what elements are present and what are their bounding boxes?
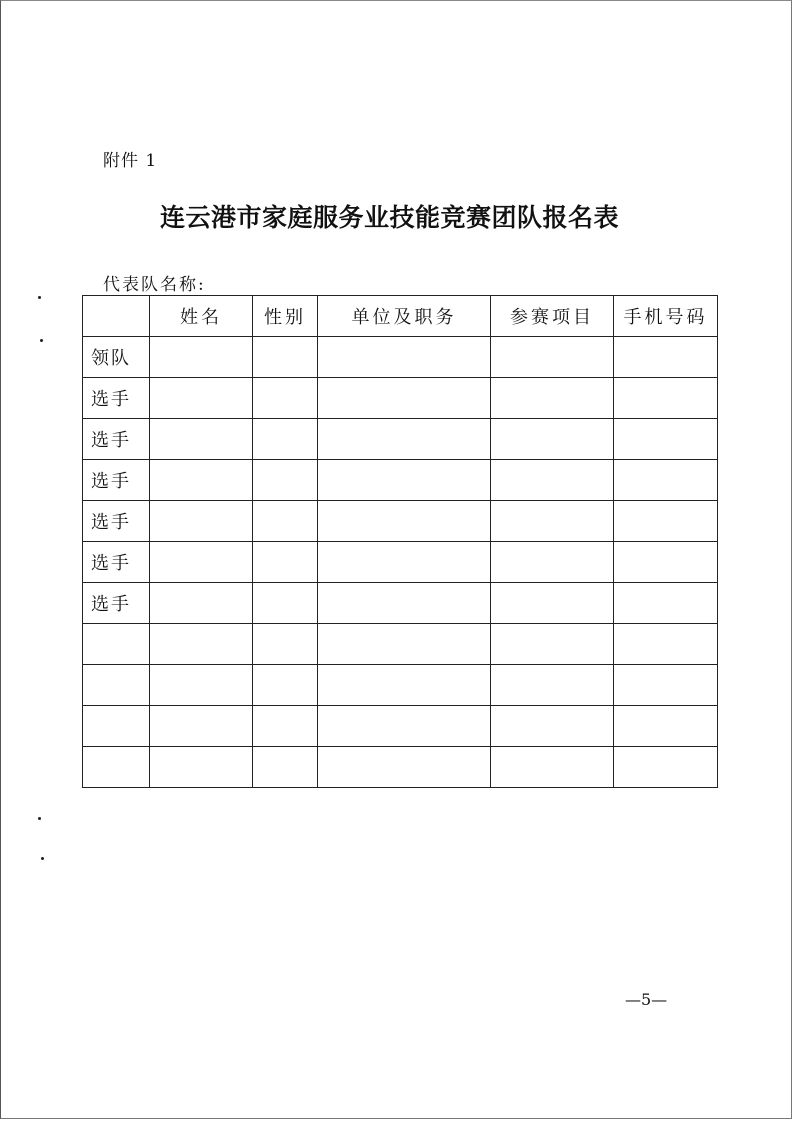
unit-position-cell[interactable] bbox=[318, 460, 491, 501]
unit-position-cell[interactable] bbox=[318, 337, 491, 378]
gender-cell[interactable] bbox=[253, 542, 318, 583]
gender-cell[interactable] bbox=[253, 460, 318, 501]
table-row bbox=[83, 624, 718, 665]
name-cell[interactable] bbox=[150, 706, 253, 747]
role-cell: 选手 bbox=[83, 378, 150, 419]
role-cell: 领队 bbox=[83, 337, 150, 378]
phone-cell[interactable] bbox=[614, 665, 718, 706]
table-row bbox=[83, 460, 718, 501]
table-row bbox=[83, 501, 718, 542]
name-cell[interactable] bbox=[150, 378, 253, 419]
event-cell[interactable] bbox=[491, 337, 614, 378]
team-name-label: 代表队名称: bbox=[103, 275, 206, 295]
header-phone: 手机号码 bbox=[614, 296, 718, 337]
margin-mark bbox=[38, 296, 41, 299]
role-cell bbox=[83, 624, 150, 665]
name-cell[interactable] bbox=[150, 583, 253, 624]
name-cell[interactable] bbox=[150, 460, 253, 501]
table-row bbox=[83, 542, 718, 583]
role-cell: 选手 bbox=[83, 583, 150, 624]
registration-table bbox=[82, 295, 718, 788]
gender-cell[interactable] bbox=[253, 706, 318, 747]
unit-position-cell[interactable] bbox=[318, 706, 491, 747]
phone-cell[interactable] bbox=[614, 501, 718, 542]
phone-cell[interactable] bbox=[614, 460, 718, 501]
name-cell[interactable] bbox=[150, 501, 253, 542]
table-header-row bbox=[83, 296, 718, 337]
page-number: —5— bbox=[625, 990, 668, 1009]
event-cell[interactable] bbox=[491, 747, 614, 788]
gender-cell[interactable] bbox=[253, 419, 318, 460]
table-row bbox=[83, 665, 718, 706]
event-cell[interactable] bbox=[491, 460, 614, 501]
role-cell bbox=[83, 747, 150, 788]
unit-position-cell[interactable] bbox=[318, 665, 491, 706]
margin-mark bbox=[41, 857, 44, 860]
event-cell[interactable] bbox=[491, 665, 614, 706]
unit-position-cell[interactable] bbox=[318, 501, 491, 542]
role-cell: 选手 bbox=[83, 501, 150, 542]
gender-cell[interactable] bbox=[253, 337, 318, 378]
unit-position-cell[interactable] bbox=[318, 542, 491, 583]
form-title: 连云港市家庭服务业技能竞赛团队报名表 bbox=[160, 203, 620, 232]
name-cell[interactable] bbox=[150, 665, 253, 706]
margin-mark bbox=[38, 817, 41, 820]
event-cell[interactable] bbox=[491, 583, 614, 624]
event-cell[interactable] bbox=[491, 419, 614, 460]
gender-cell[interactable] bbox=[253, 378, 318, 419]
name-cell[interactable] bbox=[150, 747, 253, 788]
gender-cell[interactable] bbox=[253, 665, 318, 706]
role-cell bbox=[83, 706, 150, 747]
header-role bbox=[83, 296, 150, 337]
name-cell[interactable] bbox=[150, 337, 253, 378]
gender-cell[interactable] bbox=[253, 747, 318, 788]
table-row bbox=[83, 747, 718, 788]
phone-cell[interactable] bbox=[614, 378, 718, 419]
margin-mark bbox=[40, 339, 43, 342]
event-cell[interactable] bbox=[491, 542, 614, 583]
event-cell[interactable] bbox=[491, 501, 614, 542]
role-cell: 选手 bbox=[83, 542, 150, 583]
table-row bbox=[83, 706, 718, 747]
role-cell: 选手 bbox=[83, 460, 150, 501]
role-cell bbox=[83, 665, 150, 706]
unit-position-cell[interactable] bbox=[318, 419, 491, 460]
event-cell[interactable] bbox=[491, 706, 614, 747]
header-unit-position: 单位及职务 bbox=[318, 296, 491, 337]
event-cell[interactable] bbox=[491, 624, 614, 665]
phone-cell[interactable] bbox=[614, 706, 718, 747]
gender-cell[interactable] bbox=[253, 583, 318, 624]
phone-cell[interactable] bbox=[614, 747, 718, 788]
attachment-label: 附件 1 bbox=[103, 151, 158, 171]
event-cell[interactable] bbox=[491, 378, 614, 419]
table-row bbox=[83, 583, 718, 624]
phone-cell[interactable] bbox=[614, 583, 718, 624]
unit-position-cell[interactable] bbox=[318, 378, 491, 419]
phone-cell[interactable] bbox=[614, 337, 718, 378]
name-cell[interactable] bbox=[150, 624, 253, 665]
header-name: 姓名 bbox=[150, 296, 253, 337]
phone-cell[interactable] bbox=[614, 624, 718, 665]
header-event: 参赛项目 bbox=[491, 296, 614, 337]
gender-cell[interactable] bbox=[253, 624, 318, 665]
name-cell[interactable] bbox=[150, 542, 253, 583]
role-cell: 选手 bbox=[83, 419, 150, 460]
table-row bbox=[83, 419, 718, 460]
unit-position-cell[interactable] bbox=[318, 583, 491, 624]
name-cell[interactable] bbox=[150, 419, 253, 460]
unit-position-cell[interactable] bbox=[318, 624, 491, 665]
phone-cell[interactable] bbox=[614, 419, 718, 460]
phone-cell[interactable] bbox=[614, 542, 718, 583]
table-row bbox=[83, 378, 718, 419]
header-gender: 性别 bbox=[253, 296, 318, 337]
table-row bbox=[83, 337, 718, 378]
unit-position-cell[interactable] bbox=[318, 747, 491, 788]
gender-cell[interactable] bbox=[253, 501, 318, 542]
